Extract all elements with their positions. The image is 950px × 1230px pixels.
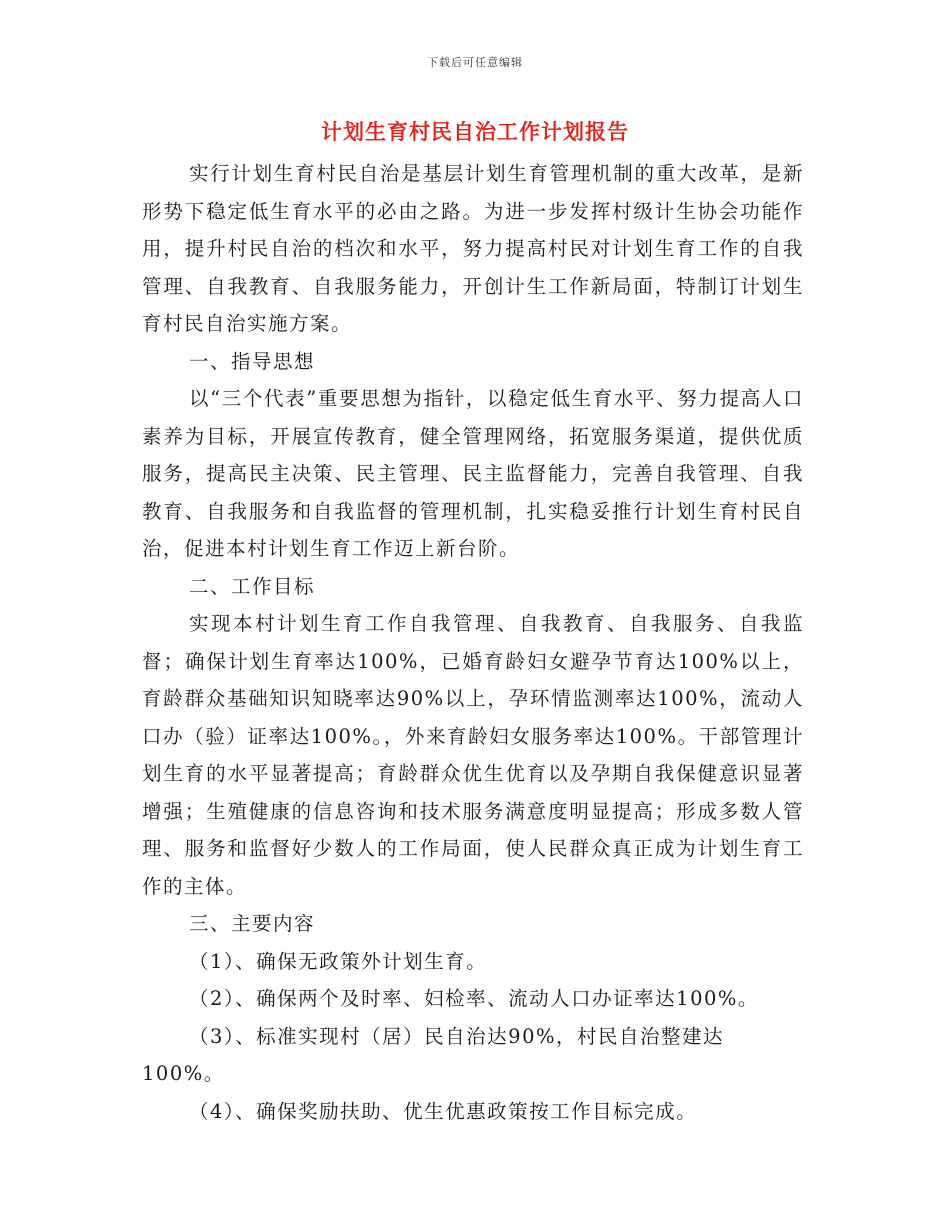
- work-goals-paragraph: 实现本村计划生育工作自我管理、自我教育、自我服务、自我监督；确保计划生育率达100%，已婚育龄妇女避孕节育达100%以上，育龄群众基础知识知晓率达90%以上，孕环情监测率达100%，流动人口办（验）证率达100%。，外来育龄妇女服务率达100%。干部管理计划生育的水平显著提高；育龄群众优生优育以及孕期自我保健意识显著增强；生殖健康的信息咨询和技术服务满意度明显提高；形成多数人管理、服务和监督好少数人的工作局面，使人民群众真正成为计划生育工作的主体。: [142, 612, 804, 898]
- content-item-1: （1）、确保无政策外计划生育。: [189, 949, 488, 973]
- content-item-3: （3）、标准实现村（居）民自治达90%，村民自治整建达100%。: [142, 1024, 724, 1085]
- header-note: 下载后可任意编辑: [427, 56, 523, 69]
- document-body: [142, 155, 804, 1130]
- document-title: 计划生育村民自治工作计划报告: [321, 119, 629, 144]
- intro-paragraph: 实行计划生育村民自治是基层计划生育管理机制的重大改革，是新形势下稳定低生育水平的必由之路。为进一步发挥村级计生协会功能作用，提升村民自治的档次和水平，努力提高村民对计划生育工作的自我管理、自我教育、自我服务能力，开创计生工作新局面，特制订计划生育村民自治实施方案。: [142, 162, 804, 335]
- content-item-2: （2）、确保两个及时率、妇检率、流动人口办证率达100%。: [189, 987, 759, 1010]
- section-heading-main-content: 三、主要内容: [189, 912, 316, 935]
- content-item-4: （4）、确保奖励扶助、优生优惠政策按工作目标完成。: [189, 1099, 698, 1123]
- section-heading-guiding-ideology: 一、指导思想: [189, 349, 316, 373]
- guiding-ideology-paragraph: 以“三个代表”重要思想为指针，以稳定低生育水平、努力提高人口素养为目标，开展宣传教育，健全管理网络，拓宽服务渠道，提供优质服务，提高民主决策、民主管理、民主监督能力，完善自我管理、自我教育、自我服务和自我监督的管理机制，扎实稳妥推行计划生育村民自治，促进本村计划生育工作迈上新台阶。: [142, 387, 804, 560]
- section-heading-work-goals: 二、工作目标: [189, 574, 316, 598]
